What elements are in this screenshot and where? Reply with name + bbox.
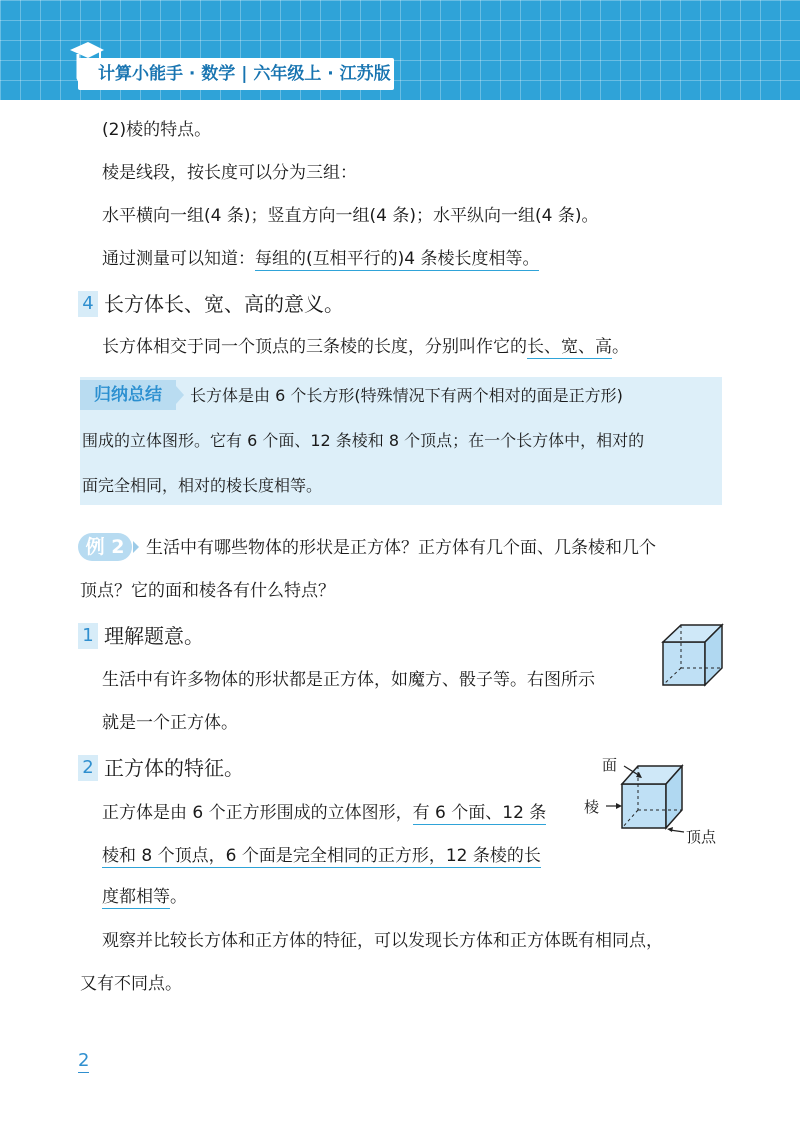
summary-text: 围成的立体图形。它有 6 个面、12 条棱和 8 个顶点；在一个长方体中，相对的 xyxy=(82,431,645,450)
text-line: 水平横向一组(4 条)；竖直方向一组(4 条)；水平纵向一组(4 条)。 xyxy=(102,206,599,226)
section-number-badge: 1 xyxy=(78,623,98,649)
section-title: 理解题意。 xyxy=(104,624,204,648)
summary-text: 面完全相同，相对的棱长度相等。 xyxy=(82,476,323,495)
summary-text: 长方体是由 6 个长方形(特殊情况下有两个相对的面是正方形) xyxy=(190,386,623,405)
summary-label: 归纳总结 xyxy=(80,380,176,410)
underlined-text: 长、宽、高 xyxy=(527,337,612,357)
diagram-label-vertex: 顶点 xyxy=(686,828,717,846)
section-number-badge: 4 xyxy=(78,291,98,317)
text-line: 观察并比较长方体和正方体的特征，可以发现长方体和正方体既有相同点， xyxy=(102,931,663,951)
example-text: 生活中有哪些物体的形状是正方体？正方体有几个面、几条棱和几个 xyxy=(146,538,656,558)
header-title: 计算小能手 · 数学 | 六年级上 · 江苏版 xyxy=(98,64,391,84)
section-title: 长方体长、宽、高的意义。 xyxy=(104,292,344,316)
text-line xyxy=(102,800,546,826)
diagram-label-edge: 棱 xyxy=(584,798,600,816)
text-line: 又有不同点。 xyxy=(80,974,182,994)
example-badge: 例 2 xyxy=(78,533,132,561)
text-line: 就是一个正方体。 xyxy=(102,713,238,733)
text-line: 生活中有许多物体的形状都是正方体，如魔方、骰子等。右图所示 xyxy=(102,670,595,690)
text-line xyxy=(102,334,629,360)
text-span: 通过测量可以知道： xyxy=(102,249,255,269)
underlined-text: 有 6 个面、12 条 xyxy=(412,803,547,823)
cube-figure xyxy=(660,622,724,688)
page-number: 2 xyxy=(78,1050,90,1071)
text-span: 正方体是由 6 个正方形围成的立体图形， xyxy=(102,803,413,823)
labeled-cube-figure xyxy=(604,756,694,836)
section-number-badge: 2 xyxy=(78,755,98,781)
summary-arrow-icon xyxy=(176,386,184,404)
underlined-text: 每组的(互相平行的)4 条棱长度相等。 xyxy=(255,249,540,269)
text-line: 棱是线段，按长度可以分为三组： xyxy=(102,163,357,183)
text-line xyxy=(102,246,539,272)
underlined-text: 棱和 8 个顶点，6 个面是完全相同的正方形，12 条棱的长 xyxy=(102,846,541,866)
section-title: 正方体的特征。 xyxy=(104,756,244,780)
text-line: (2)棱的特点。 xyxy=(102,120,212,140)
text-line xyxy=(102,884,187,910)
example-text: 顶点？它的面和棱各有什么特点？ xyxy=(80,581,335,601)
text-line xyxy=(102,843,541,869)
underlined-text: 度都相等 xyxy=(102,887,170,907)
text-span: 。 xyxy=(612,337,629,357)
text-span: 。 xyxy=(170,887,187,907)
text-span: 长方体相交于同一个顶点的三条棱的长度，分别叫作它的 xyxy=(102,337,527,357)
example-arrow-icon xyxy=(133,541,139,553)
diagram-label-face: 面 xyxy=(602,756,618,774)
